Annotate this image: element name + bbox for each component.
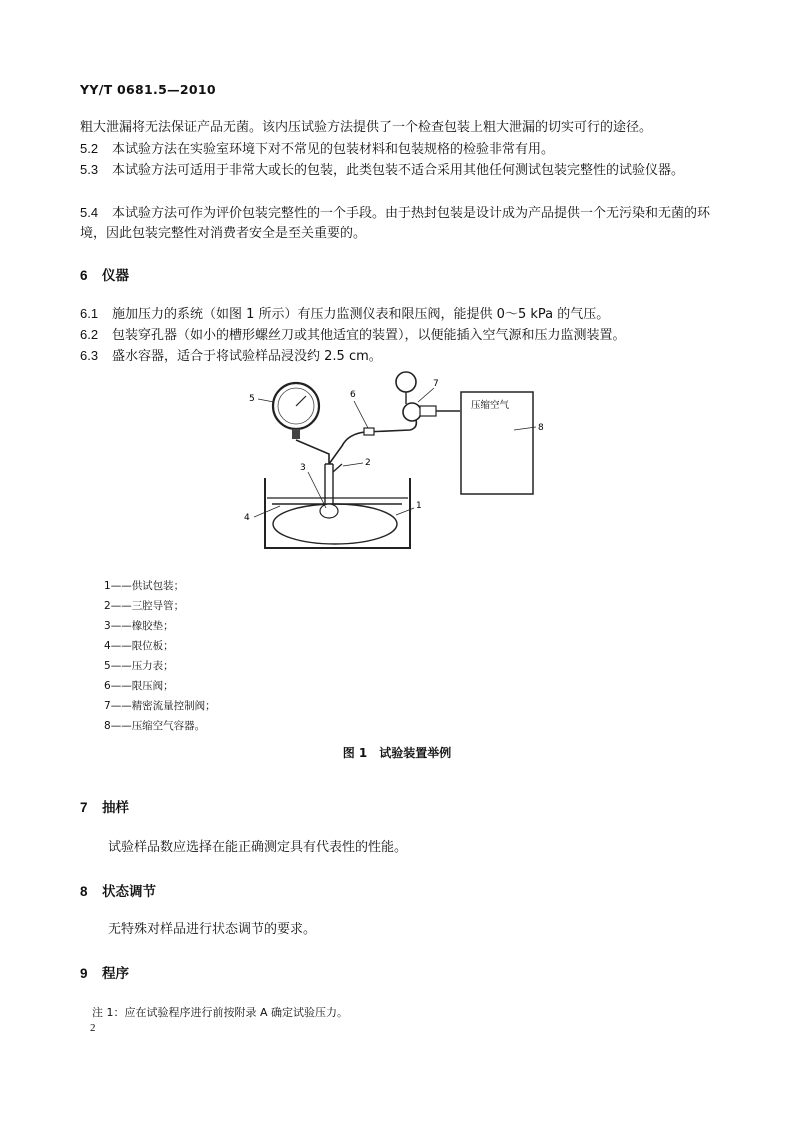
label-7: 7: [433, 379, 439, 389]
section-title: 状态调节: [102, 884, 156, 900]
legend-dash: ——: [110, 680, 132, 692]
clause-number: 6.1: [80, 306, 99, 321]
label-5: 5: [249, 394, 255, 404]
clause-number: 5.2: [80, 141, 99, 156]
tank-label: 压缩空气: [471, 400, 510, 411]
legend-dash: ——: [110, 600, 132, 612]
section-6-heading: [80, 264, 129, 284]
legend-number: 6: [104, 680, 111, 692]
section-9-heading: [80, 962, 129, 982]
section-title: 程序: [102, 966, 129, 982]
clause-6-3: [80, 346, 382, 367]
legend-item-4: [104, 638, 174, 653]
apparatus-diagram: [230, 368, 550, 558]
label-2: 2: [365, 458, 371, 468]
relief-valve: [364, 428, 374, 435]
legend-number: 2: [104, 600, 111, 612]
clause-number: 5.4: [80, 205, 99, 220]
clause-text: 本试验方法在实验室环境下对不常见的包装材料和包装规格的检验非常有用。: [112, 142, 555, 157]
legend-dash: ——: [110, 720, 132, 732]
gauge-line: [296, 440, 329, 464]
pressure-gauge-stem: [292, 429, 300, 439]
page-number: 2: [90, 1022, 96, 1034]
leader-line-7: [418, 388, 434, 402]
leader-line-6: [354, 401, 368, 428]
rubber-gasket: [320, 504, 338, 518]
clause-5-3: [80, 160, 720, 181]
section-number: 8: [80, 884, 88, 899]
legend-item-7: [104, 698, 216, 713]
legend-dash: ——: [110, 700, 132, 712]
legend-item-1: [104, 578, 184, 593]
legend-dash: ——: [110, 640, 132, 652]
legend-text: 三腔导管；: [131, 600, 185, 612]
paragraph-continuation: 粗大泄漏将无法保证产品无菌。该内压试验方法提供了一个检查包装上粗大泄漏的切实可行的途径。: [80, 120, 653, 135]
section-title: 抽样: [102, 800, 129, 816]
legend-number: 4: [104, 640, 111, 652]
section-number: 7: [80, 800, 88, 815]
section-8-heading: [80, 880, 156, 900]
section-7-heading: [80, 796, 129, 816]
legend-number: 3: [104, 620, 111, 632]
legend-number: 7: [104, 700, 111, 712]
clause-6-1: [80, 304, 609, 325]
label-8: 8: [538, 423, 544, 433]
clause-5-4: [80, 203, 720, 244]
legend-item-3: [104, 618, 174, 633]
legend-text: 限位板；: [131, 640, 174, 652]
tube-branch: [333, 464, 342, 472]
clause-text: 包装穿孔器（如小的槽形螺丝刀或其他适宜的装置），以便能插入空气源和压力监测装置。: [112, 328, 626, 343]
legend-number: 8: [104, 720, 111, 732]
figure-caption: 图 1 试验装置举例: [342, 746, 452, 760]
legend-item-2: [104, 598, 184, 613]
legend-dash: ——: [110, 580, 132, 592]
clause-text: 本试验方法可作为评价包装完整性的一个手段。由于热封包装是设计成为产品提供一个无污染和无菌的环境，因此包装完整性对消费者安全是至关重要的。: [80, 206, 711, 241]
legend-dash: ——: [110, 660, 132, 672]
clause-5-2: [80, 139, 554, 160]
legend-number: 5: [104, 660, 111, 672]
label-1: 1: [416, 501, 422, 511]
legend-text: 压力表；: [131, 660, 174, 672]
leader-line-1: [396, 508, 414, 515]
legend-item-5: [104, 658, 174, 673]
legend-text: 供试包装；: [131, 580, 185, 592]
legend-text: 限压阀；: [131, 680, 174, 692]
standard-header: YY/T 0681.5—2010: [80, 82, 216, 97]
flow-control-valve: [403, 403, 421, 421]
air-line: [329, 420, 416, 464]
legend-number: 1: [104, 580, 111, 592]
legend-text: 压缩空气容器。: [131, 720, 206, 732]
flow-gauge: [396, 372, 416, 392]
legend-text: 精密流量控制阀；: [131, 700, 216, 712]
label-3: 3: [300, 463, 306, 473]
flow-valve-body: [420, 406, 436, 416]
legend-item-6: [104, 678, 174, 693]
clause-number: 5.3: [80, 162, 99, 177]
label-4: 4: [244, 513, 250, 523]
legend-dash: ——: [110, 620, 132, 632]
section-8-text: 无特殊对样品进行状态调节的要求。: [108, 922, 317, 937]
leader-line-4: [254, 506, 280, 517]
leader-line-3: [308, 472, 326, 508]
section-number: 6: [80, 268, 88, 283]
legend-item-8: [104, 718, 205, 733]
section-title: 仪器: [102, 268, 129, 284]
legend-text: 橡胶垫；: [131, 620, 174, 632]
clause-6-2: [80, 325, 626, 346]
clause-text: 本试验方法可适用于非常大或长的包装，此类包装不适合采用其他任何测试包装完整性的试验仪器。: [112, 163, 685, 178]
clause-text: 施加压力的系统（如图 1 所示）有压力监测仪表和限压阀，能提供 0～5 kPa 的气压。: [112, 307, 610, 322]
clause-text: 盛水容器，适合于将试验样品浸没约 2.5 cm。: [112, 349, 382, 364]
clause-number: 6.2: [80, 327, 99, 342]
label-6: 6: [350, 390, 356, 400]
section-9-note: 注 1：应在试验程序进行前按附录 A 确定试验压力。: [92, 1006, 349, 1019]
clause-number: 6.3: [80, 348, 99, 363]
leader-line-2: [343, 463, 363, 466]
section-number: 9: [80, 966, 88, 981]
section-7-text: 试验样品数应选择在能正确测定具有代表性的性能。: [108, 840, 408, 855]
leader-line-5: [258, 399, 274, 402]
